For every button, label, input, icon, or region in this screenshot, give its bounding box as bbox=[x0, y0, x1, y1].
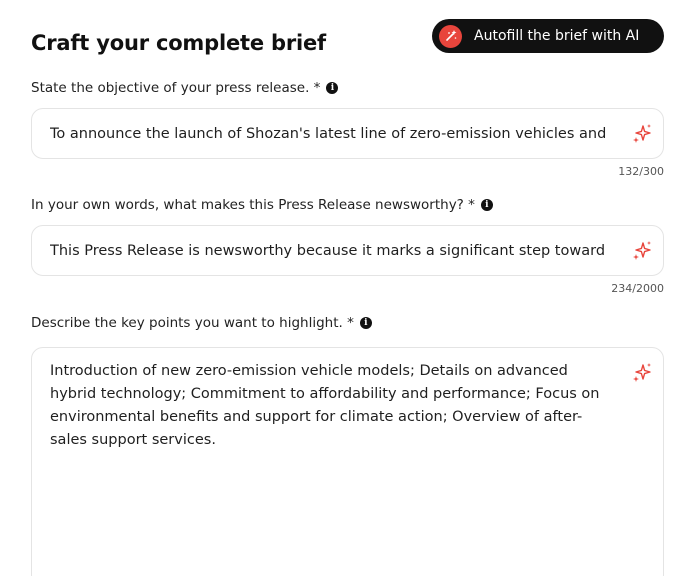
autofill-brief-button[interactable] bbox=[432, 19, 664, 53]
sparkle-icon[interactable] bbox=[631, 123, 653, 145]
objective-label-text: State the objective of your press release. * bbox=[31, 80, 321, 96]
info-icon[interactable]: i bbox=[326, 82, 338, 94]
newsworthy-label-text: In your own words, what makes this Press Release newsworthy? * bbox=[31, 197, 475, 213]
objective-label bbox=[31, 80, 338, 96]
key-points-label-text: Describe the key points you want to highlight. * bbox=[31, 315, 354, 331]
sparkle-icon[interactable] bbox=[631, 362, 653, 384]
key-points-label bbox=[31, 315, 372, 331]
objective-field-value[interactable]: To announce the launch of Shozan's latest line of zero-emission vehicles and bbox=[50, 125, 607, 142]
objective-char-counter: 132/300 bbox=[618, 165, 664, 178]
newsworthy-char-counter: 234/2000 bbox=[611, 282, 664, 295]
key-points-field[interactable] bbox=[31, 347, 664, 576]
newsworthy-field[interactable] bbox=[31, 225, 664, 276]
ai-magic-icon bbox=[439, 25, 462, 48]
objective-field[interactable] bbox=[31, 108, 664, 159]
newsworthy-label bbox=[31, 197, 493, 213]
page-title: Craft your complete brief bbox=[31, 31, 326, 55]
info-icon[interactable]: i bbox=[481, 199, 493, 211]
autofill-brief-label: Autofill the brief with AI bbox=[474, 28, 640, 44]
newsworthy-field-value[interactable]: This Press Release is newsworthy because it marks a significant step toward bbox=[50, 242, 606, 259]
info-icon[interactable]: i bbox=[360, 317, 372, 329]
key-points-field-value[interactable]: Introduction of new zero-emission vehicle models; Details on advanced hybrid technology; Commitment to affordability and performance; Focus on environmental benefits and support for climate action; Overview of after-sales support services. bbox=[50, 363, 600, 448]
sparkle-icon[interactable] bbox=[631, 240, 653, 262]
